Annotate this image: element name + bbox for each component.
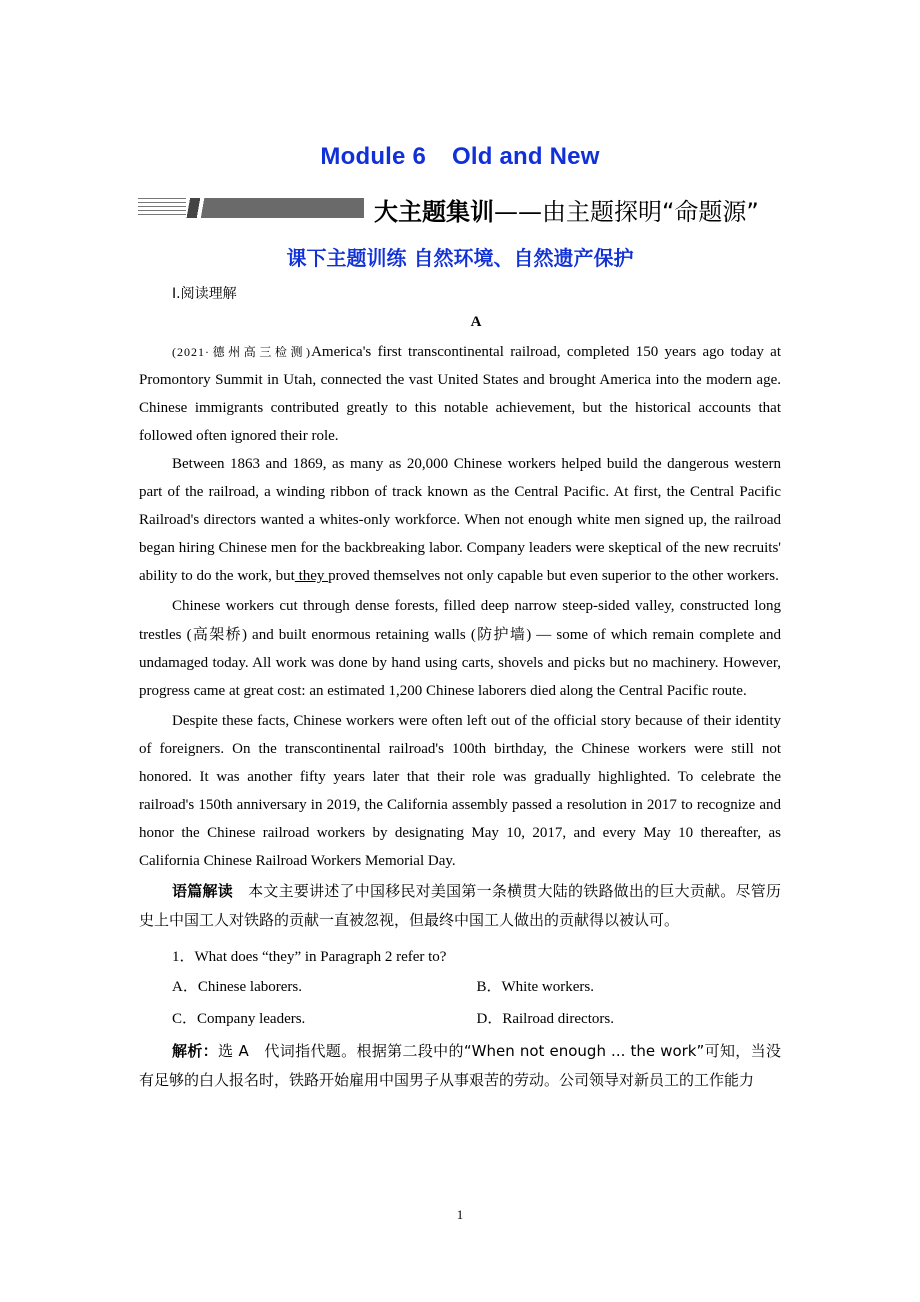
- paragraph-2: Between 1863 and 1869, as many as 20,000 Chinese workers helped build the dangerous western part of the railroad, a winding ribbon of track known as the Central Pacific. At first, the Central Pacific Railroad's directors wanted a whites-only workforce. When not enough white men signed up, the railroad began hiring Chinese men for the backbreaking labor. Company leaders were skeptical of the new recruits' ability to do the work, but they proved themselves not only capable but even superior to the other workers.: [139, 456, 781, 584]
- option-a: A．Chinese laborers.: [172, 979, 302, 995]
- section-label: Ⅰ.阅读理解: [172, 286, 237, 302]
- module-number: Module 6: [320, 143, 427, 170]
- theme-banner: [138, 190, 788, 230]
- analysis-label: 解析：: [172, 1042, 219, 1060]
- passage-body: [139, 338, 781, 1095]
- underlined-word: they: [294, 568, 329, 584]
- paragraph-3: Chinese workers cut through dense forests, filled deep narrow steep-sided valley, constructed long trestles (高架桥) and built enormous retaining walls (防护墙) — some of which remain complete and undamaged today. All work was done by hand using carts, shovels and picks but no machinery. However, progress came at great cost: an estimated 1,200 Chinese laborers died along the Central Pacific route.: [139, 598, 781, 699]
- question-1-options: [139, 971, 781, 1035]
- option-d: D．Railroad directors.: [476, 1011, 614, 1027]
- passage-letter: A: [470, 314, 482, 330]
- gloss-trestle: 高架桥: [191, 625, 242, 643]
- banner-decoration-lines: [138, 198, 186, 218]
- banner-bold-title: 大主题集训: [374, 198, 494, 226]
- lesson-subtitle: 课下主题训练 自然环境、自然遗产保护: [286, 246, 634, 270]
- gloss-retaining-wall: 防护墙: [475, 625, 527, 643]
- question-1-stem: 1．What does “they” in Paragraph 2 refer to?: [172, 949, 447, 965]
- summary-label: 语篇解读: [172, 882, 233, 900]
- paragraph-1: (2021·德州高三检测)America's first transcontinental railroad, completed 150 years ago today at Promontory Summit in Utah, connected the vast United States and brought America into the modern age. Chinese immigrants contributed greatly to this notable achievement, but the historical accounts that followed often ignored their role.: [139, 344, 781, 444]
- banner-text: [374, 192, 759, 227]
- module-title: [0, 143, 920, 171]
- paragraph-4: Despite these facts, Chinese workers were often left out of the official story because of their identity of foreigners. On the transcontinental railroad's 100th birthday, the Chinese workers were still not honored. It was another fifty years later that their role was gradually highlighted. To celebrate the railroad's 150th anniversary in 2019, the California assembly passed a resolution in 2017 to recognize and honor the Chinese railroad workers by designating May 10, 2017, and every May 10 thereafter, as California Chinese Railroad Workers Memorial Day.: [139, 713, 781, 869]
- question-1-analysis: 解析：选 A 代词指代题。根据第二段中的“When not enough ... the work”可知，当没有足够的白人报名时，铁路开始雇用中国男子从事艰苦的劳动。公司领导对新员工的工作能力: [139, 1042, 781, 1089]
- option-c: C．Company leaders.: [172, 1011, 306, 1027]
- option-b: B．White workers.: [476, 979, 594, 995]
- page-number: 1: [456, 1207, 464, 1222]
- passage-summary: 语篇解读 本文主要讲述了中国移民对美国第一条横贯大陆的铁路做出的巨大贡献。尽管历史上中国工人对铁路的贡献一直被忽视，但最终中国工人做出的贡献得以被认可。: [139, 882, 781, 929]
- banner-subtitle: ——由主题探明“命题源”: [494, 198, 759, 226]
- banner-decoration-stripe: [184, 198, 364, 218]
- module-name: Old and New: [452, 143, 600, 170]
- passage-source: (2021·德州高三检测): [172, 345, 312, 359]
